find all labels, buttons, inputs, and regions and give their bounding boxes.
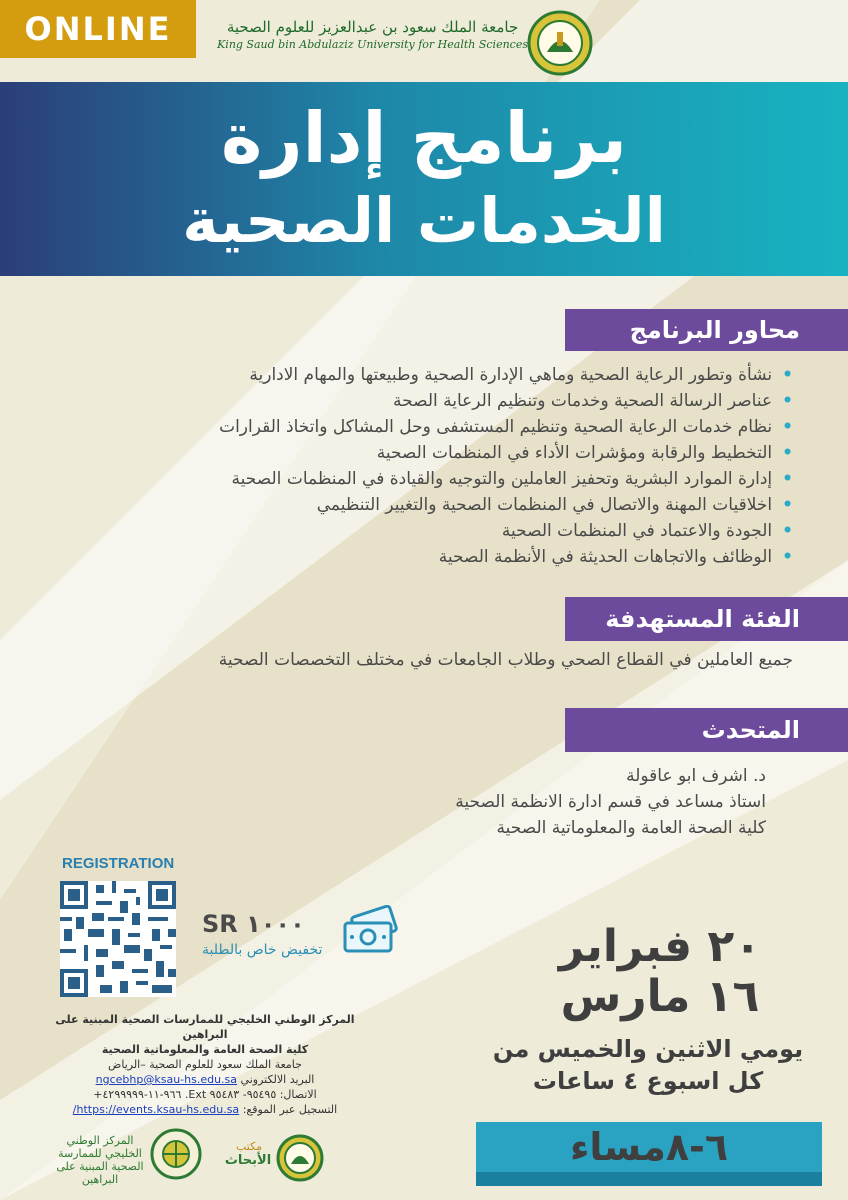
list-item: •اخلاقيات المهنة والاتصال في المنظمات الصحية والتغيير التنظيمي <box>316 495 793 515</box>
list-item: •نظام خدمات الرعاية الصحية وتنظيم المستشفى وحل المشاكل واتخاذ القرارات <box>219 417 793 437</box>
contact-phone: الاتصال: ٩٥٤٩٥- ٩٥٤٨٣ Ext. ٩٦٦-١١-٤٢٩٩٩٩٩+ <box>93 1088 317 1101</box>
university-seal-icon <box>527 10 593 76</box>
online-badge: ONLINE <box>0 0 196 58</box>
university-name-en: King Saud bin Abdulaziz University for Health Sciences <box>217 38 528 51</box>
student-discount-label: تخفيض خاص بالطلبة <box>202 942 323 958</box>
start-date: ٢٠ فبراير <box>558 921 762 972</box>
speaker-section-header: المتحدث <box>565 708 848 752</box>
end-date: ١٦ مارس <box>560 971 760 1022</box>
university-name-ar: جامعة الملك سعود بن عبدالعزيز للعلوم الصحية <box>226 18 519 36</box>
contact-email-link[interactable]: ngcebhp@ksau-hs.edu.sa <box>95 1073 238 1086</box>
contact-site-row <box>40 1102 370 1117</box>
schedule-days: يومي الاثنين والخميس من <box>492 1035 804 1063</box>
contact-site-label: التسجيل عبر الموقع: <box>242 1103 338 1116</box>
bullet-icon: • <box>782 443 793 463</box>
speaker-college: كلية الصحة العامة والمعلوماتية الصحية <box>496 818 766 838</box>
program-axes-list <box>93 362 793 570</box>
axes-section-header: محاور البرنامج <box>565 309 848 351</box>
bullet-icon: • <box>782 521 793 541</box>
gulf-center-logo-icon <box>150 1128 202 1180</box>
schedule-weeks: كل اسبوع ٤ ساعات <box>532 1067 764 1095</box>
audience-text: جميع العاملين في القطاع الصحي وطلاب الجامعات في مختلف التخصصات الصحية <box>218 650 793 670</box>
list-item: •الوظائف والاتجاهات الحديثة في الأنظمة الصحية <box>438 547 793 567</box>
university-logo-text <box>217 18 528 51</box>
ksau-seal-icon <box>276 1134 324 1182</box>
list-item: •الجودة والاعتماد في المنظمات الصحية <box>501 521 793 541</box>
time-box: ٦-٨مساء <box>476 1122 822 1186</box>
list-item: •التخطيط والرقابة ومؤشرات الأداء في المنظمات الصحية <box>376 443 793 463</box>
registration-qr-code[interactable] <box>60 881 176 997</box>
bullet-icon: • <box>782 547 793 567</box>
contact-email-row <box>40 1072 370 1087</box>
bullet-icon: • <box>782 495 793 515</box>
bullet-icon: • <box>782 417 793 437</box>
price-label: SR ١٠٠٠ <box>202 910 305 938</box>
bullet-icon: • <box>782 391 793 411</box>
contact-email-label: البريد الالكتروني <box>240 1073 315 1086</box>
contact-center-name: المركز الوطني الخليجي للممارسات الصحية المبنية على البراهين <box>55 1013 355 1041</box>
contact-info <box>40 1012 370 1117</box>
list-item: •نشأة وتطور الرعاية الصحية وماهي الإدارة الصحية وطبيعتها والمهام الادارية <box>249 365 793 385</box>
bullet-icon: • <box>782 365 793 385</box>
contact-site-link[interactable]: https://events.ksau-hs.edu.sa/ <box>72 1103 240 1116</box>
registration-label: REGISTRATION <box>62 855 175 872</box>
money-icon <box>342 905 398 957</box>
program-title-line2: الخدمات الصحية <box>182 184 666 257</box>
bullet-icon: • <box>782 469 793 489</box>
contact-college: كلية الصحة العامة والمعلوماتية الصحية <box>101 1043 309 1056</box>
speaker-name: د. اشرف ابو عاقولة <box>626 766 766 786</box>
program-title-line1: برنامج إدارة <box>220 97 628 179</box>
gulf-center-name: المركز الوطني الخليجي للممارسة الصحية المبنية على البراهين <box>56 1134 144 1186</box>
contact-university: جامعة الملك سعود للعلوم الصحية –الرياض <box>108 1058 302 1071</box>
list-item: •إدارة الموارد البشرية وتحفيز العاملين والتوجيه والقيادة في المنظمات الصحية <box>231 469 793 489</box>
research-office-word1: مكتب <box>235 1140 263 1153</box>
research-office-word2: الأبحاث <box>224 1153 272 1168</box>
audience-section-header: الفئة المستهدفة <box>565 597 848 641</box>
list-item: •عناصر الرسالة الصحية وخدمات وتنظيم الرعاية الصحة <box>392 391 793 411</box>
speaker-title: استاذ مساعد في قسم ادارة الانظمة الصحية <box>455 792 766 812</box>
